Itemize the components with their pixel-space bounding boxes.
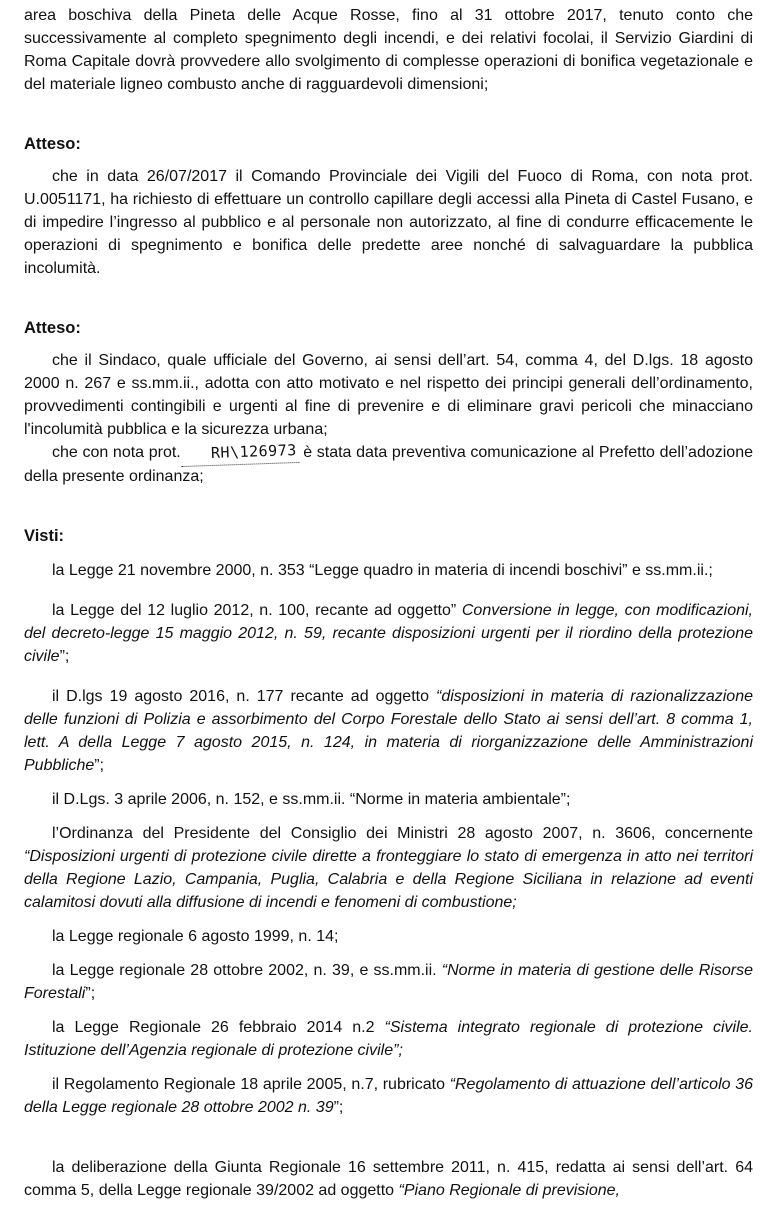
paragraph-vigili-fuoco: che in data 26/07/2017 il Comando Provinciale dei Vigili del Fuoco di Roma, con nota prot. U.0051171, ha richiesto di effettuare un controllo capillare degli accessi alla Pineta di Castel Fusano, e di impedire l’ingresso al pubblico e al personale non autorizzato, al fine di condurre efficacemente le operazioni di spegnimento e bonifica delle predette aree nonché di salvaguardare la pubblica incolumità. (24, 168, 753, 277)
visto-regolamento-7-intro: il Regolamento Regionale 18 aprile 2005, n.7, rubricato (52, 1076, 450, 1093)
nota-prot-suffix: è stata data preventiva comunicazione al Prefetto dell’adozione della presente ordinanza; (24, 444, 753, 485)
heading-atteso-2: Atteso: (24, 319, 81, 337)
visto-deliberazione-415 (24, 1156, 753, 1202)
heading-atteso-1: Atteso: (24, 135, 81, 153)
visto-regolamento-7-title: “Regolamento di attuazione dell’articolo 36 della Legge regionale 28 ottobre 2002 n. 39 (24, 1076, 754, 1116)
visto-legge-regionale-39 (24, 959, 753, 1005)
nota-prot-prefix: che con nota prot. (52, 444, 181, 461)
visto-dlgs-177-title: “disposizioni in materia di razionalizzazione delle funzioni di Polizia e assorbimento del Corpo Forestale dello Stato ai sensi dell’art. 8 comma 1, lett. A della Legge 7 agosto 2015, n. 124, in materia di riorganizzazione delle Amministrazioni Pubbliche (24, 688, 753, 774)
visto-legge-100 (24, 599, 753, 668)
visto-dlgs-177-intro: il D.lgs 19 agosto 2016, n. 177 recante ad oggetto (52, 688, 436, 705)
visto-legge-regionale-2-intro: la Legge Regionale 26 febbraio 2014 n.2 (52, 1019, 385, 1036)
visto-dlgs-152 (24, 788, 753, 811)
visto-deliberazione-415-intro: la deliberazione della Giunta Regionale 16 settembre 2011, n. 415, redatta ai sensi dell’art. 64 comma 5, della Legge regionale 39/2002 ad oggetto (24, 1159, 753, 1199)
visto-ordinanza-3606-title: “Disposizioni urgenti di protezione civile dirette a fronteggiare lo stato di emergenza in atto nei territori della Regione Lazio, Campania, Puglia, Calabria e della Regione Siciliana in relazione ad eventi calamitosi dovuti alla diffusione di incendi e fenomeni di combustione; (24, 848, 753, 911)
paragraph-nota-prot (24, 441, 753, 488)
visto-legge-regionale-2-title: “Sistema integrato regionale di protezione civile. Istituzione dell’Agenzia regionale di protezione civile”; (24, 1019, 754, 1059)
visto-dlgs-152-end: ”; (560, 791, 571, 808)
visto-legge-regionale-2 (24, 1016, 753, 1062)
visto-legge-100-end: ”; (59, 648, 70, 665)
paragraph-pineta: area boschiva della Pineta delle Acque Rosse, fino al 31 ottobre 2017, tenuto conto che successivamente al completo spegnimento degli incendi, e dei relativi focolai, il Servizio Giardini di Roma Capitale dovrà provvedere allo svolgimento di complesse operazioni di bonifica vegetazionale e del materiale ligneo combusto anche di ragguardevoli dimensioni; (24, 7, 753, 93)
visto-legge-regionale-14: la Legge regionale 6 agosto 1999, n. 14; (52, 928, 339, 945)
visto-dlgs-177-end: ”; (94, 757, 105, 774)
visto-regolamento-7 (24, 1073, 753, 1119)
visto-legge-regionale-39-intro: la Legge regionale 28 ottobre 2002, n. 39, e ss.mm.ii. (52, 962, 442, 979)
visto-legge-regionale-39-title: “Norme in materia di gestione delle Risorse Forestali (24, 962, 753, 1002)
handwritten-protocol-number: RH\126973 (180, 439, 299, 467)
visto-legge-100-intro: la Legge del 12 luglio 2012, n. 100, recante ad oggetto” (52, 602, 462, 619)
visto-deliberazione-415-title: “Piano Regionale di previsione, (398, 1182, 620, 1199)
visto-legge-353: la Legge 21 novembre 2000, n. 353 “Legge quadro in materia di incendi boschivi” e ss.mm.ii.; (52, 562, 713, 579)
visto-regolamento-7-end: ”; (333, 1099, 344, 1116)
visto-dlgs-152-text: il D.Lgs. 3 aprile 2006, n. 152, e ss.mm.ii. “Norme in materia ambientale (52, 791, 561, 808)
visto-dlgs-177 (24, 685, 753, 777)
visto-ordinanza-3606 (24, 822, 753, 914)
visto-ordinanza-3606-intro: l’Ordinanza del Presidente del Consiglio dei Ministri 28 agosto 2007, n. 3606, concernente (52, 825, 753, 842)
paragraph-sindaco: che il Sindaco, quale ufficiale del Governo, ai sensi dell’art. 54, comma 4, del D.lgs. 18 agosto 2000 n. 267 e ss.mm.ii., adotta con atto motivato e nel rispetto dei principi generali dell’ordinamento, provvedimenti contingibili e urgenti al fine di prevenire e di eliminare gravi pericoli che minacciano l'incolumità pubblica e la sicurezza urbana; (24, 352, 753, 438)
heading-visti: Visti: (24, 527, 65, 545)
visto-legge-regionale-39-end: ”; (85, 985, 96, 1002)
visto-legge-100-title: Conversione in legge, con modificazioni, del decreto-legge 15 maggio 2012, n. 59, recante disposizioni urgenti per il riordino della protezione civile (24, 602, 754, 665)
